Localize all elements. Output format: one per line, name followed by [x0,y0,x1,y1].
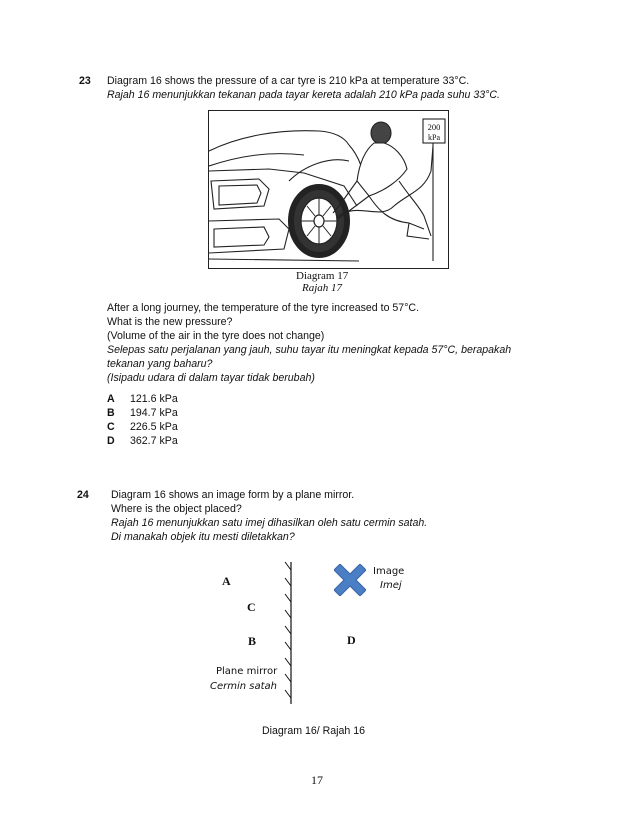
question-24-line-en-2: Where is the object placed? [111,503,242,515]
diagram-17-caption-ms: Rajah 17 [302,282,343,294]
image-marker-cross [334,564,366,596]
question-24-number: 24 [77,489,89,501]
option-d-text: 362.7 kPa [130,435,178,447]
question-23-stem-ms: Rajah 16 menunjukkan tekanan pada tayar kereta adalah 210 kPa pada suhu 33°C. [107,89,500,101]
plane-mirror [276,560,298,706]
car-tyre-illustration [208,110,449,269]
position-d: D [347,633,356,647]
diagram-17-caption-en: Diagram 17 [296,270,349,282]
option-b-letter: B [107,407,115,419]
gauge-unit: kPa [428,133,440,142]
question-23-body-ms-2: tekanan yang baharu? [107,358,213,370]
page-number: 17 [311,773,323,787]
option-c-text: 226.5 kPa [130,421,178,433]
diagram-16-caption: Diagram 16/ Rajah 16 [262,725,366,737]
position-c: C [247,600,256,614]
image-label-en: Image [373,566,405,577]
question-23-body-en-2: What is the new pressure? [107,316,233,328]
question-23-stem-en: Diagram 16 shows the pressure of a car tyre is 210 kPa at temperature 33°C. [107,75,470,87]
option-b-text: 194.7 kPa [130,407,178,419]
option-a-text: 121.6 kPa [130,393,178,405]
question-24-line-ms-2: Di manakah objek itu mesti diletakkan? [111,531,295,543]
option-d-letter: D [107,435,115,447]
question-23-body-ms-3: (Isipadu udara di dalam tayar tidak berubah) [107,372,315,384]
question-23-body-en-3: (Volume of the air in the tyre does not change) [107,330,325,342]
tyre [291,187,347,255]
mirror-label-en: Plane mirror [216,666,278,677]
image-label-ms: Imej [380,580,402,591]
option-c-letter: C [107,421,115,433]
question-24-line-ms-1: Rajah 16 menunjukkan satu imej dihasilkan oleh satu cermin satah. [111,517,428,529]
question-23-body-en-1: After a long journey, the temperature of the tyre increased to 57°C. [107,302,420,314]
question-23-body-ms-1: Selepas satu perjalanan yang jauh, suhu tayar itu meningkat kepada 57°C, berapakah [107,344,512,356]
option-a-letter: A [107,393,115,405]
question-24-line-en-1: Diagram 16 shows an image form by a plane mirror. [111,489,355,501]
mirror-label-ms: Cermin satah [210,681,278,692]
question-23-number: 23 [79,75,91,87]
position-a: A [222,574,231,588]
position-b: B [248,634,257,648]
gauge-reading: 200 [427,122,441,132]
